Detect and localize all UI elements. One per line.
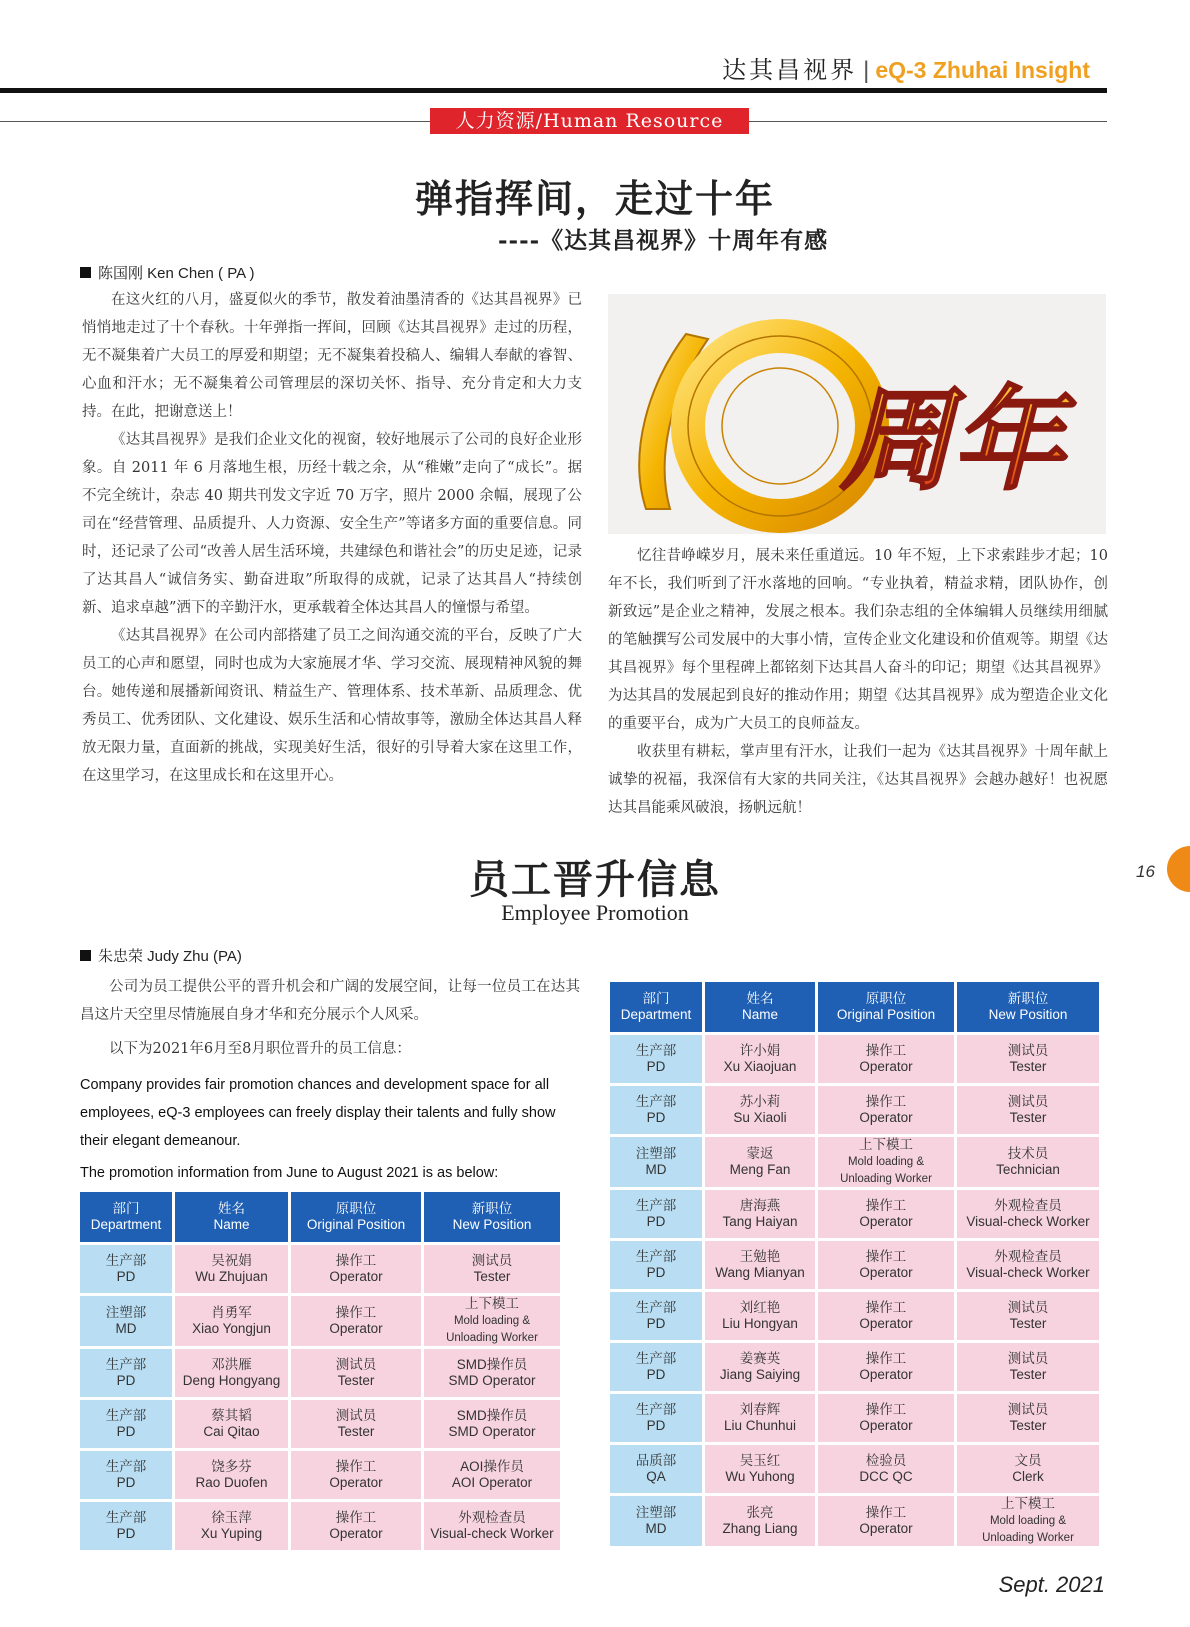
- table-row: [80, 1296, 560, 1346]
- author-name: 陈国刚 Ken Chen ( PA ): [98, 265, 255, 282]
- table-row: [610, 1496, 1099, 1546]
- promotion-intro-en: [80, 1071, 580, 1187]
- cell-name: 吴祝娟 Wu Zhujuan: [175, 1245, 288, 1293]
- table-row: [610, 1343, 1099, 1391]
- cell-department: 生产部 PD: [80, 1502, 172, 1550]
- cell-new-position: AOI操作员 AOI Operator: [424, 1451, 560, 1499]
- cell-original-position: 上下模工 Mold loading & Unloading Worker: [818, 1137, 954, 1187]
- cell-name: 蔡其韬 Cai Qitao: [175, 1400, 288, 1448]
- cell-name: 张亮 Zhang Liang: [705, 1496, 815, 1546]
- cell-new-position: 外观检查员 Visual-check Worker: [424, 1502, 560, 1550]
- article-title: 弹指挥间，走过十年: [414, 176, 775, 221]
- issue-date: Sept. 2021: [998, 1572, 1105, 1597]
- cell-department: 生产部 PD: [610, 1035, 702, 1083]
- cell-new-position: 外观检查员 Visual-check Worker: [957, 1241, 1099, 1289]
- cell-original-position: 检验员 DCC QC: [818, 1445, 954, 1493]
- header-department: 部门 Department: [610, 982, 702, 1032]
- cell-department: 注塑部 MD: [610, 1496, 702, 1546]
- cell-department: 注塑部 MD: [80, 1296, 172, 1346]
- cell-name: 刘红艳 Liu Hongyan: [705, 1292, 815, 1340]
- cell-name: 邓洪雁 Deng Hongyang: [175, 1349, 288, 1397]
- cell-new-position: SMD操作员 SMD Operator: [424, 1400, 560, 1448]
- paragraph: 以下为2021年6月至8月职位晋升的员工信息：: [109, 1041, 411, 1057]
- cell-department: 生产部 PD: [610, 1190, 702, 1238]
- cell-new-position: SMD操作员 SMD Operator: [424, 1349, 560, 1397]
- cell-name: 许小娟 Xu Xiaojuan: [705, 1035, 815, 1083]
- cell-original-position: 测试员 Tester: [291, 1400, 421, 1448]
- anniversary-badge: [608, 294, 1106, 534]
- table-row: [610, 1394, 1099, 1442]
- header-rule-thick: [0, 88, 1107, 93]
- author-bullet-icon: [80, 950, 91, 961]
- cell-new-position: 测试员 Tester: [424, 1245, 560, 1293]
- header-name: 姓名 Name: [705, 982, 815, 1032]
- table-row: [80, 1349, 560, 1397]
- paragraph: 公司为员工提供公平的晋升机会和广阔的发展空间，让每一位员工在达其昌这片天空里尽情施展自身才华和充分展示个人风采。: [80, 979, 580, 1023]
- cell-new-position: 文员 Clerk: [957, 1445, 1099, 1493]
- promotion-table-right: [607, 979, 1102, 1549]
- cell-original-position: 操作工 Operator: [818, 1292, 954, 1340]
- cell-name: 王勉艳 Wang Mianyan: [705, 1241, 815, 1289]
- badge-text: 周年: [840, 376, 1064, 506]
- cell-original-position: 操作工 Operator: [291, 1502, 421, 1550]
- cell-name: 徐玉萍 Xu Yuping: [175, 1502, 288, 1550]
- cell-original-position: 操作工 Operator: [818, 1035, 954, 1083]
- article-body-left: [82, 286, 582, 790]
- paragraph: 在这火红的八月，盛夏似火的季节，散发着油墨清香的《达其昌视界》已悄悄地走过了十个春秋。十年弹指一挥间，回顾《达其昌视界》走过的历程，无不凝集着广大员工的厚爱和期望；无不凝集着投稿人、编辑人奉献的睿智、心血和汗水；无不凝集着公司管理层的深切关怀、指导、充分肯定和大力支持。在此，把谢意送上！: [82, 292, 582, 420]
- paragraph: 收获里有耕耘，掌声里有汗水，让我们一起为《达其昌视界》十周年献上诚挚的祝福，我深信有大家的共同关注，《达其昌视界》会越办越好！也祝愿达其昌能乘风破浪，扬帆远航！: [608, 744, 1108, 816]
- paragraph: The promotion information from June to August 2021 is as below:: [80, 1165, 499, 1181]
- promotion-title: 员工晋升信息: [469, 856, 721, 903]
- cell-department: 生产部 PD: [610, 1343, 702, 1391]
- header-new-position: 新职位 New Position: [424, 1192, 560, 1242]
- promotion-intro-cn: [80, 973, 580, 1063]
- author-name: 朱忠荣 Judy Zhu (PA): [98, 948, 242, 965]
- cell-department: 生产部 PD: [610, 1241, 702, 1289]
- table-row: [610, 1137, 1099, 1187]
- cell-department: 注塑部 MD: [610, 1137, 702, 1187]
- cell-original-position: 操作工 Operator: [818, 1241, 954, 1289]
- promotion-title-en: Employee Promotion: [501, 900, 689, 925]
- ten-anniversary-logo-icon: [608, 294, 1106, 534]
- cell-new-position: 上下模工 Mold loading & Unloading Worker: [957, 1496, 1099, 1546]
- cell-original-position: 操作工 Operator: [291, 1451, 421, 1499]
- table-row: [610, 1190, 1099, 1238]
- cell-original-position: 操作工 Operator: [818, 1394, 954, 1442]
- cell-department: 生产部 PD: [80, 1349, 172, 1397]
- cell-new-position: 测试员 Tester: [957, 1343, 1099, 1391]
- cell-department: 品质部 QA: [610, 1445, 702, 1493]
- cell-name: 饶多芬 Rao Duofen: [175, 1451, 288, 1499]
- cell-name: 蒙返 Meng Fan: [705, 1137, 815, 1187]
- cell-new-position: 外观检查员 Visual-check Worker: [957, 1190, 1099, 1238]
- cell-new-position: 测试员 Tester: [957, 1035, 1099, 1083]
- cell-new-position: 测试员 Tester: [957, 1292, 1099, 1340]
- article-body-right: [608, 542, 1108, 822]
- cell-new-position: 技术员 Technician: [957, 1137, 1099, 1187]
- cell-department: 生产部 PD: [610, 1086, 702, 1134]
- masthead-en: eQ-3 Zhuhai Insight: [875, 57, 1090, 83]
- header-original-position: 原职位 Original Position: [818, 982, 954, 1032]
- cell-name: 吴玉红 Wu Yuhong: [705, 1445, 815, 1493]
- paragraph: 忆往昔峥嵘岁月，展未来任重道远。10 年不短，上下求索跬步才起；10 年不长，我们听到了汗水落地的回响。“专业执着，精益求精，团队协作，创新致远”是企业之精神，发展之根本。我们杂志组的全体编辑人员继续用细腻的笔触撰写公司发展中的大事小情，宣传企业文化建设和价值观等。期望《达其昌视界》每个里程碑上都铭刻下达其昌人奋斗的印记；期望《达其昌视界》为达其昌的发展起到良好的推动作用；期望《达其昌视界》成为塑造企业文化的重要平台，成为广大员工的良师益友。: [608, 548, 1108, 732]
- table-header-row: [80, 1192, 560, 1242]
- masthead-cn: 达其昌视界: [722, 56, 858, 84]
- masthead: [722, 50, 1090, 85]
- cell-new-position: 上下模工 Mold loading & Unloading Worker: [424, 1296, 560, 1346]
- cell-original-position: 操作工 Operator: [291, 1245, 421, 1293]
- author-bullet-icon: [80, 267, 91, 278]
- cell-original-position: 操作工 Operator: [818, 1190, 954, 1238]
- header-original-position: 原职位 Original Position: [291, 1192, 421, 1242]
- cell-name: 苏小莉 Su Xiaoli: [705, 1086, 815, 1134]
- promotion-author: [80, 945, 242, 966]
- cell-name: 姜赛英 Jiang Saiying: [705, 1343, 815, 1391]
- header-new-position: 新职位 New Position: [957, 982, 1099, 1032]
- paragraph: 《达其昌视界》是我们企业文化的视窗，较好地展示了公司的良好企业形象。自 2011 年 6 月落地生根，历经十载之余，从“稚嫩”走向了“成长”。据不完全统计，杂志 40 期共刊发文字近 70 万字，照片 2000 余幅，展现了公司在“经营管理、品质提升、人力资源、安全生产”等诸多方面的重要信息。同时，还记录了公司“改善人居生活环境，共建绿色和谐社会”的历史足迹，记录了达其昌人“诚信务实、勤奋进取”所取得的成就，记录了达其昌人“持续创新、追求卓越”洒下的辛勤汗水，更承载着全体达其昌人的憧憬与希望。: [82, 432, 582, 616]
- cell-original-position: 测试员 Tester: [291, 1349, 421, 1397]
- section-tag: 人力资源/Human Resource: [430, 108, 749, 134]
- cell-new-position: 测试员 Tester: [957, 1394, 1099, 1442]
- cell-name: 刘春辉 Liu Chunhui: [705, 1394, 815, 1442]
- paragraph: 《达其昌视界》在公司内部搭建了员工之间沟通交流的平台，反映了广大员工的心声和愿望，同时也成为大家施展才华、学习交流、展现精神风貌的舞台。她传递和展播新闻资讯、精益生产、管理体系、技术革新、品质理念、优秀员工、优秀团队、文化建设、娱乐生活和心情故事等，激励全体达其昌人释放无限力量，直面新的挑战，实现美好生活，很好的引导着大家在这里工作，在这里学习，在这里成长和在这里开心。: [82, 628, 582, 784]
- cell-new-position: 测试员 Tester: [957, 1086, 1099, 1134]
- table-row: [610, 1445, 1099, 1493]
- table-row: [610, 1241, 1099, 1289]
- cell-original-position: 操作工 Operator: [291, 1296, 421, 1346]
- header-name: 姓名 Name: [175, 1192, 288, 1242]
- cell-department: 生产部 PD: [80, 1400, 172, 1448]
- promotion-table-left: [77, 1189, 563, 1553]
- table-row: [610, 1292, 1099, 1340]
- table-row: [80, 1400, 560, 1448]
- cell-original-position: 操作工 Operator: [818, 1496, 954, 1546]
- paragraph: Company provides fair promotion chances and development space for all employees, eQ-3 employees can freely display their talents and fully show their elegant demeanour.: [80, 1077, 556, 1149]
- header-department: 部门 Department: [80, 1192, 172, 1242]
- cell-department: 生产部 PD: [80, 1245, 172, 1293]
- page-number: 16: [1136, 862, 1155, 881]
- cell-department: 生产部 PD: [610, 1394, 702, 1442]
- table-row: [80, 1451, 560, 1499]
- cell-department: 生产部 PD: [80, 1451, 172, 1499]
- cell-original-position: 操作工 Operator: [818, 1086, 954, 1134]
- table-row: [80, 1245, 560, 1293]
- cell-name: 唐海燕 Tang Haiyan: [705, 1190, 815, 1238]
- table-row: [610, 1035, 1099, 1083]
- table-row: [610, 1086, 1099, 1134]
- article-author: [80, 262, 254, 283]
- cell-name: 肖勇军 Xiao Yongjun: [175, 1296, 288, 1346]
- cell-department: 生产部 PD: [610, 1292, 702, 1340]
- article-subtitle: ----《达其昌视界》十周年有感: [498, 227, 829, 254]
- table-row: [80, 1502, 560, 1550]
- table-header-row: [610, 982, 1099, 1032]
- masthead-separator: |: [863, 57, 870, 84]
- cell-original-position: 操作工 Operator: [818, 1343, 954, 1391]
